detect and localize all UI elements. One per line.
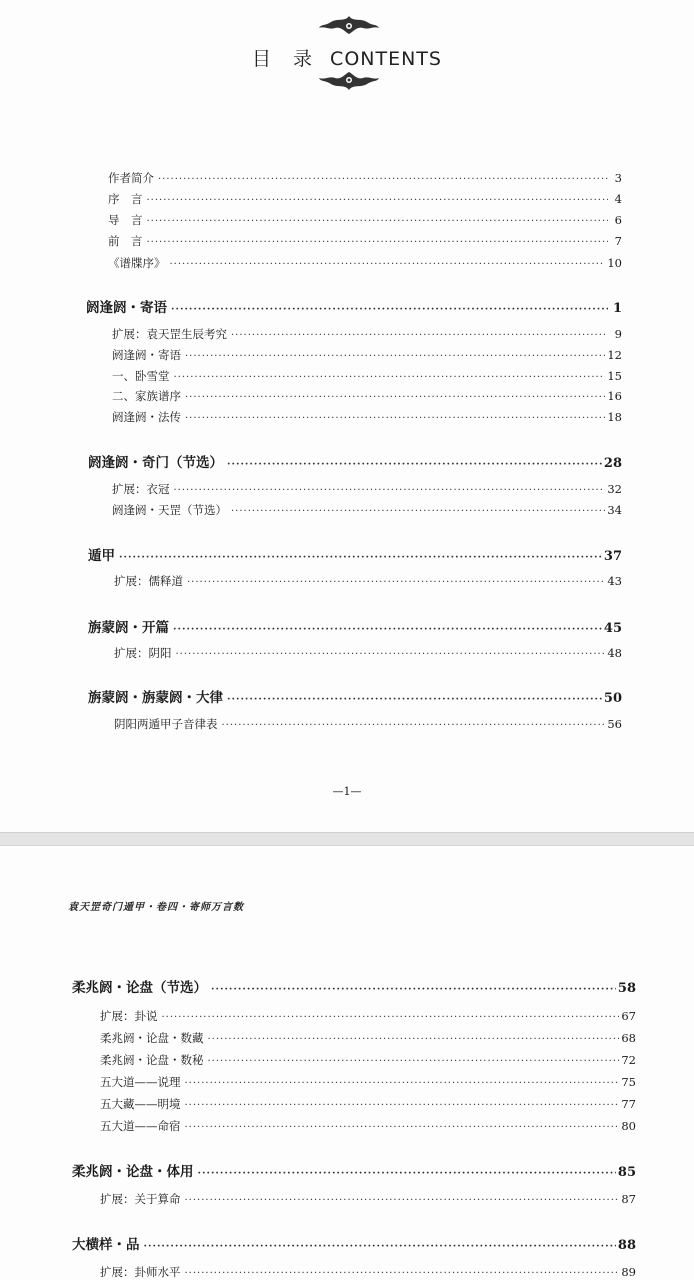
running-head: 袁天罡奇门遁甲・卷四・寄师万言数: [68, 902, 244, 913]
toc-entry-page: 12: [607, 348, 622, 362]
toc-entry-label: 阏逢阏・天罡（节选）: [112, 503, 227, 517]
toc-entry-page: 80: [621, 1119, 636, 1133]
toc-leader-dots: [185, 414, 605, 424]
toc-entry-label: 柔兆阏・论盘（节选）: [72, 980, 207, 996]
toc-entry-page: 37: [603, 549, 622, 564]
ornament-top-icon: [317, 14, 381, 36]
toc-entry-label: 扩展：卦说: [100, 1009, 158, 1023]
toc-leader-dots: [144, 1242, 616, 1252]
toc-entry-page: 72: [621, 1053, 636, 1067]
toc-entry[interactable]: [88, 544, 622, 564]
toc-entry[interactable]: [100, 1191, 636, 1207]
toc-entry-page: 68: [621, 1031, 636, 1045]
toc-entry[interactable]: [88, 686, 622, 706]
toc-entry[interactable]: [114, 573, 622, 589]
toc-leader-dots: [147, 217, 609, 227]
toc-entry-page: 18: [607, 410, 622, 424]
toc-leader-dots: [158, 175, 608, 185]
toc-entry[interactable]: [112, 388, 622, 404]
toc-entry-page: 89: [621, 1265, 636, 1279]
toc-entry-page: 45: [603, 621, 622, 636]
toc-entry-label: 扩展：关于算命: [100, 1192, 181, 1206]
toc-entry-label: 旃蒙阏・开篇: [88, 620, 169, 636]
toc-entry-label: 扩展：衣冠: [112, 482, 170, 496]
toc-entry-label: 导 言: [108, 213, 143, 227]
toc-leader-dots: [222, 721, 606, 731]
toc-leader-dots: [227, 460, 602, 470]
toc-leader-dots: [231, 507, 605, 517]
toc-entry[interactable]: [108, 212, 622, 228]
toc-entry-page: 88: [617, 1238, 636, 1253]
toc-entry[interactable]: [86, 296, 622, 316]
title-cn: 目 录: [252, 48, 321, 70]
toc-entry-page: 77: [621, 1097, 636, 1111]
page-number: —1—: [332, 785, 362, 798]
toc-leader-dots: [176, 650, 606, 660]
toc-leader-dots: [185, 1079, 620, 1089]
toc-leader-dots: [185, 1269, 620, 1279]
toc-entry-label: 柔兆阏・论盘・体用: [72, 1164, 194, 1180]
toc-entry-page: 10: [607, 256, 622, 270]
toc-entry-page: 16: [607, 389, 622, 403]
toc-entry-label: 序 言: [108, 192, 143, 206]
toc-page-2: [0, 846, 694, 1280]
toc-entry[interactable]: [114, 716, 622, 732]
toc-leader-dots: [198, 1169, 616, 1179]
toc-entry[interactable]: [100, 1030, 636, 1046]
toc-entry-page: 6: [614, 213, 622, 227]
toc-entry-page: 3: [614, 171, 622, 185]
toc-entry-page: 85: [617, 1165, 636, 1180]
toc-entry-label: 扩展：阴阳: [114, 646, 172, 660]
toc-leader-dots: [185, 393, 605, 403]
page-divider: [0, 832, 694, 846]
toc-entry-page: 15: [607, 369, 622, 383]
toc-leader-dots: [185, 1101, 620, 1111]
toc-leader-dots: [185, 352, 605, 362]
toc-leader-dots: [211, 985, 616, 995]
toc-entry-page: 34: [607, 503, 622, 517]
toc-leader-dots: [185, 1196, 620, 1206]
toc-entry[interactable]: [112, 481, 622, 497]
toc-leader-dots: [147, 238, 609, 248]
toc-entry-page: 75: [621, 1075, 636, 1089]
toc-leader-dots: [187, 578, 605, 588]
toc-entry-label: 五大藏——明境: [100, 1097, 181, 1111]
toc-entry-label: 阏逢阏・奇门（节选）: [88, 455, 223, 471]
toc-entry-label: 扩展：袁天罡生辰考究: [112, 327, 227, 341]
toc-entry-label: 柔兆阏・论盘・数藏: [100, 1031, 204, 1045]
toc-entry-label: 五大道——说理: [100, 1075, 181, 1089]
toc-entry-label: 阏逢阏・寄语: [86, 300, 167, 316]
toc-entry-label: 大横样・品: [72, 1237, 140, 1253]
toc-entry-label: 《谱牒序》: [108, 256, 166, 270]
toc-entry[interactable]: [72, 1233, 636, 1253]
toc-entry[interactable]: [108, 255, 622, 271]
toc-leader-dots: [185, 1123, 620, 1133]
toc-entry-page: 58: [617, 981, 636, 996]
toc-leader-dots: [170, 260, 606, 270]
toc-leader-dots: [174, 486, 606, 496]
toc-entry[interactable]: [88, 616, 622, 636]
toc-entry[interactable]: [100, 1096, 636, 1112]
toc-entry[interactable]: [112, 502, 622, 518]
toc-entry-label: 阏逢阏・法传: [112, 410, 181, 424]
toc-entry-page: 50: [603, 691, 622, 706]
toc-entry[interactable]: [112, 326, 622, 342]
toc-leader-dots: [208, 1057, 620, 1067]
toc-entry[interactable]: [108, 233, 622, 249]
toc-entry-label: 阴阳两遁甲子音律表: [114, 717, 218, 731]
toc-entry[interactable]: [112, 368, 622, 384]
ornament-bottom-icon: [317, 70, 381, 92]
toc-leader-dots: [171, 305, 608, 315]
toc-entry-page: 32: [607, 482, 622, 496]
toc-entry[interactable]: [112, 347, 622, 363]
title-en: CONTENTS: [330, 48, 442, 70]
toc-entry-label: 阏逢阏・寄语: [112, 348, 181, 362]
toc-entry[interactable]: [72, 1160, 636, 1180]
page-title: [0, 44, 694, 71]
toc-leader-dots: [119, 553, 602, 563]
toc-entry-label: 柔兆阏・论盘・数秘: [100, 1053, 204, 1067]
toc-entry[interactable]: [100, 1074, 636, 1090]
toc-leader-dots: [162, 1013, 620, 1023]
toc-entry-page: 67: [621, 1009, 636, 1023]
toc-entry-page: 28: [603, 456, 622, 471]
toc-entry-label: 扩展：卦师水平: [100, 1265, 181, 1279]
toc-entry[interactable]: [100, 1052, 636, 1068]
toc-entry[interactable]: [108, 191, 622, 207]
toc-entry-label: 扩展：儒释道: [114, 574, 183, 588]
toc-entry-label: 二、家族谱序: [112, 389, 181, 403]
toc-entry-page: 48: [607, 646, 622, 660]
toc-leader-dots: [231, 331, 608, 341]
toc-entry-page: 43: [607, 574, 622, 588]
toc-leader-dots: [173, 625, 602, 635]
toc-leader-dots: [147, 196, 609, 206]
toc-entry[interactable]: [100, 1118, 636, 1134]
toc-entry-page: 56: [607, 717, 622, 731]
toc-entry-label: 作者简介: [108, 171, 154, 185]
toc-entry[interactable]: [114, 645, 622, 661]
toc-entry[interactable]: [88, 451, 622, 471]
toc-entry[interactable]: [112, 409, 622, 425]
toc-entry[interactable]: [100, 1264, 636, 1280]
toc-entry-page: 9: [614, 327, 622, 341]
toc-leader-dots: [174, 373, 606, 383]
toc-entry-page: 4: [614, 192, 622, 206]
toc-leader-dots: [227, 695, 602, 705]
toc-entry-label: 一、卧雪堂: [112, 369, 170, 383]
toc-entry[interactable]: [72, 976, 636, 996]
toc-leader-dots: [208, 1035, 620, 1045]
toc-entry-page: 87: [621, 1192, 636, 1206]
toc-entry-page: 1: [612, 301, 622, 316]
toc-entry-label: 遁甲: [88, 548, 115, 564]
toc-entry[interactable]: [100, 1008, 636, 1024]
toc-entry-label: 前 言: [108, 234, 143, 248]
toc-entry-page: 7: [614, 234, 622, 248]
toc-entry-label: 旃蒙阏・旃蒙阏・大律: [88, 690, 223, 706]
toc-entry[interactable]: [108, 170, 622, 186]
toc-entry-label: 五大道——命宿: [100, 1119, 181, 1133]
